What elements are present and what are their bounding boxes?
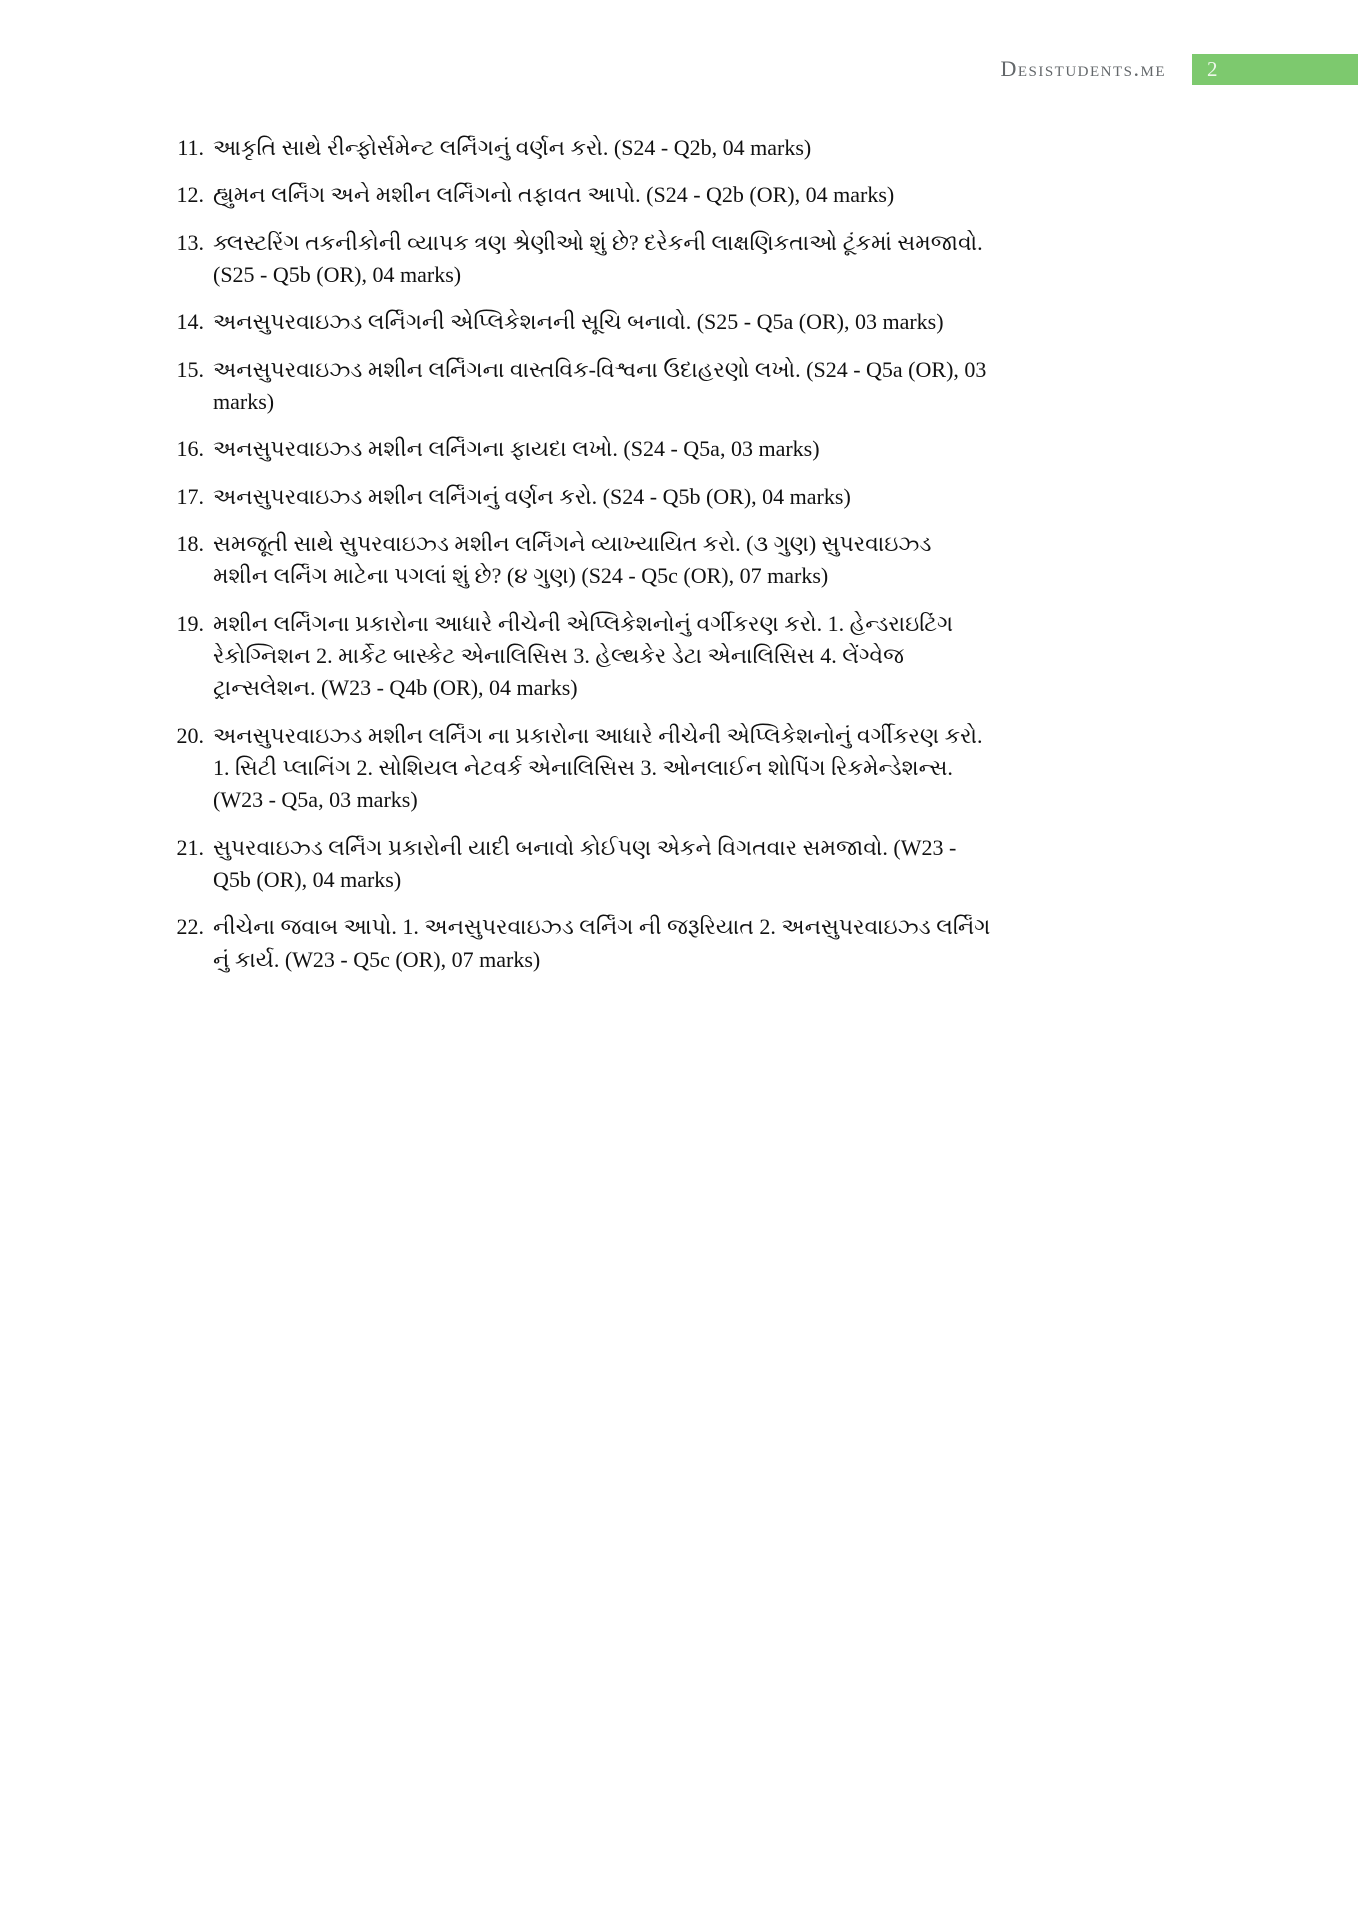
question-text: સુપરવાઇઝ્ડ લર્નિંગ પ્રકારોની યાદી બનાવો કોઈપણ એકને વિગતવાર સમજાવો. (W23 - Q5b (OR), 04 marks) [213,834,957,892]
question-number: 22. [176,914,204,940]
question-text: આકૃતિ સાથે રીન્ફોર્સમેન્ટ લર્નિંગનું વર્ણન કરો. (S24 - Q2b, 04 marks) [213,135,812,160]
question-number: 11. [177,135,204,160]
question-item-13 [170,227,992,292]
page-number: 2 [1207,56,1218,81]
question-item-11 [170,132,992,164]
question-number: 16. [176,436,204,462]
question-item-21 [170,832,992,897]
question-number: 12. [176,182,204,208]
question-number: 18. [176,530,204,556]
question-number: 15. [176,356,204,382]
question-text: નીચેના જવાબ આપો. 1. અનસુપરવાઇઝ્ડ લર્નિંગ ની જરૂરિયાત 2. અનસુપરવાઇઝ્ડ લર્નિંગ નું કાર્ય. (W23 - Q5c (OR), 07 marks) [213,914,991,972]
question-number: 13. [176,229,204,255]
question-item-16 [170,433,992,465]
question-number: 17. [176,483,204,509]
question-item-18 [170,528,992,593]
question-item-22 [170,911,992,976]
question-text: મશીન લર્નિંગના પ્રકારોના આધારે નીચેની એપ્લિકેશનોનું વર્ગીકરણ કરો. 1. હેન્ડરાઇટિંગ રેકોગ્નિશન 2. માર્કેટ બાસ્કેટ એનાલિસિસ 3. હેલ્થકેર ડેટા એનાલિસિસ 4. લેંગ્વેજ ટ્રાન્સલેશન. (W23 - Q4b (OR), 04 marks) [213,610,954,701]
question-number: 19. [176,610,204,636]
question-text: ક્લસ્ટરિંગ તકનીકોની વ્યાપક ત્રણ શ્રેણીઓ શું છે? દરેકની લાક્ષણિકતાઓ ટૂંકમાં સમજાવો. (S25 - Q5b (OR), 04 marks) [213,229,983,287]
page-header [0,52,1358,86]
question-number: 14. [176,309,204,335]
question-text: અનસુપરવાઇઝ્ડ મશીન લર્નિંગનું વર્ણન કરો. (S24 - Q5b (OR), 04 marks) [213,483,851,509]
question-item-12 [170,179,992,211]
question-number: 21. [176,834,204,860]
site-name: Desistudents.me [1000,56,1166,81]
question-number: 20. [176,722,204,748]
question-text: અનસુપરવાઇઝ્ડ મશીન લર્નિંગ ના પ્રકારોના આધારે નીચેની એપ્લિકેશનોનું વર્ગીકરણ કરો. 1. સિટી પ્લાનિંગ 2. સોશિયલ નેટવર્ક એનાલિસિસ 3. ઓનલાઈન શોપિંગ રિકમેન્ડેશન્સ. (W23 - Q5a, 03 marks) [213,722,983,813]
question-item-19 [170,608,992,705]
question-text: અનસુપરવાઇઝ્ડ મશીન લર્નિંગના વાસ્તવિક-વિશ્વના ઉદાહરણો લખો. (S24 - Q5a (OR), 03 marks) [213,356,987,414]
question-text: હ્યુમન લર્નિંગ અને મશીન લર્નિંગનો તફાવત આપો. (S24 - Q2b (OR), 04 marks) [213,182,895,208]
question-item-20 [170,720,992,817]
question-list [170,132,992,991]
question-text: સમજૂતી સાથે સુપરવાઇઝ્ડ મશીન લર્નિંગને વ્યાખ્યાયિત કરો. (૩ ગુણ) સુપરવાઇઝ્ડ મશીન લર્નિંગ માટેના પગલાં શું છે? (૪ ગુણ) (S24 - Q5c (OR), 07 marks) [213,530,932,589]
question-item-17 [170,481,992,513]
question-text: અનસુપરવાઇઝ્ડ મશીન લર્નિંગના ફાયદા લખો. (S24 - Q5a, 03 marks) [213,436,820,462]
question-text: અનસુપરવાઇઝ્ડ લર્નિંગની એપ્લિકેશનની સૂચિ બનાવો. (S25 - Q5a (OR), 03 marks) [213,309,944,335]
page-number-box [1192,54,1358,85]
question-item-15 [170,354,992,419]
question-item-14 [170,306,992,338]
